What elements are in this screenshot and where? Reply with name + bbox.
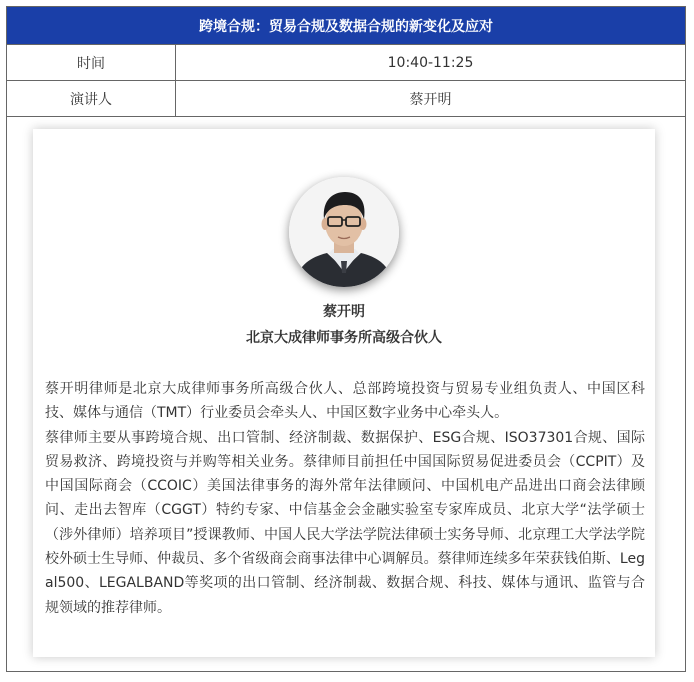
agenda-table <box>6 6 686 672</box>
time-value: 10:40-11:25 <box>387 54 474 71</box>
speaker-row <box>7 81 685 117</box>
time-label: 时间 <box>7 45 176 80</box>
speaker-role: 北京大成律师事务所高级合伙人 <box>246 330 442 346</box>
speaker-label: 演讲人 <box>7 81 176 116</box>
session-title: 跨境合规：贸易合规及数据合规的新变化及应对 <box>7 7 685 45</box>
speaker-bio: 蔡开明律师是北京大成律师事务所高级合伙人、总部跨境投资与贸易专业组负责人、中国区科技、媒体与通信（TMT）行业委员会牵头人、中国区数字业务中心牵头人。 蔡律师主要从事跨境合规、出口管制、经济制裁、数据保护、ESG合规、ISO37301合规、国际贸易救济、跨境投资与并购等相关业务。蔡律师目前担任中国国际贸易促进委员会（CCPIT）及中国国际商会（CCOIC）美国法律事务的海外常年法律顾问、中国机电产品进出口商会法律顾问、走出去智库（CGGT）特约专家、中信基金会金融实验室专家库成员、北京大学“法学硕士（涉外律师）培养项目”授课教师、中国人民大学法学院法律硕士实务导师、北京理工大学法学院校外硕士生导师、仲裁员、多个省级商会商事法律中心调解员。蔡律师连续多年荣获钱伯斯、Legal500、LEGALBAND等奖项的出口管制、经济制裁、数据合规、科技、媒体与通讯、监管与合规领域的推荐律师。 <box>45 381 645 616</box>
avatar <box>289 177 399 287</box>
speaker-value: 蔡开明 <box>409 91 452 108</box>
speaker-name: 蔡开明 <box>323 304 365 320</box>
time-row <box>7 45 685 81</box>
speaker-photo <box>289 177 399 287</box>
speaker-card <box>33 129 655 657</box>
